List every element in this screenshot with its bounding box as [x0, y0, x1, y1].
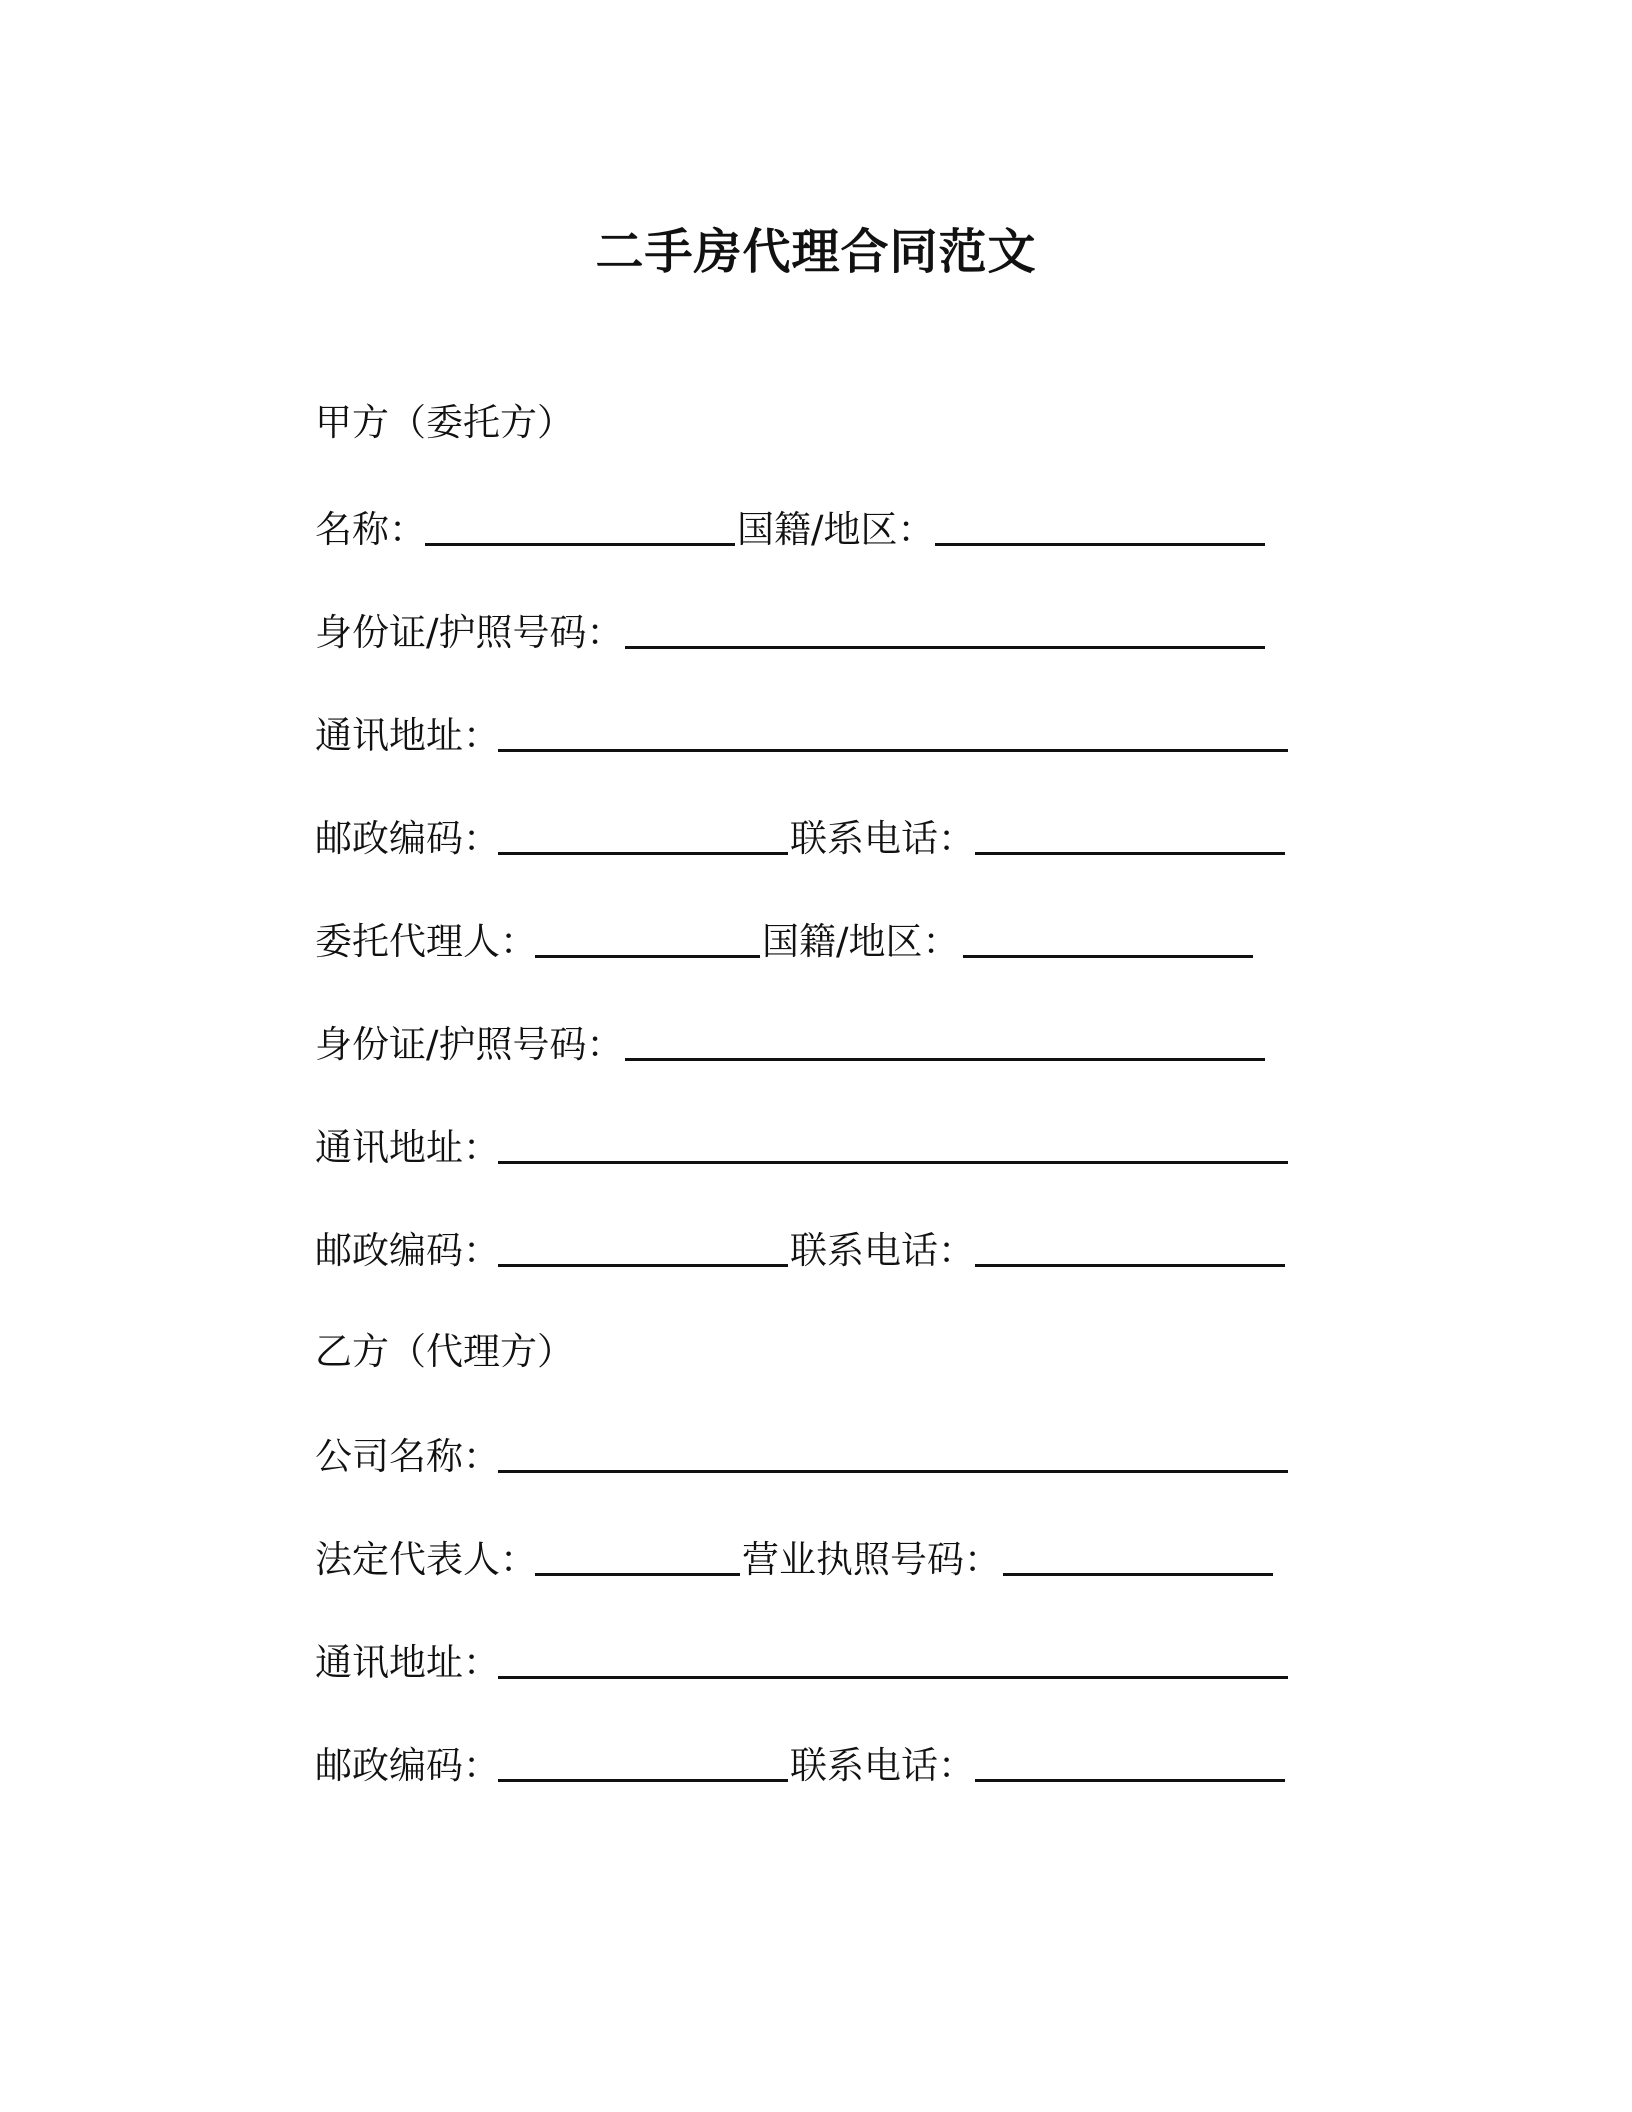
- party-b-company-field[interactable]: [498, 1432, 1288, 1473]
- party-b-company-row: [315, 1432, 1295, 1482]
- party-b-postcode-row: [315, 1741, 1295, 1791]
- party-a-agent-postcode-row: [315, 1226, 1295, 1276]
- party-a-agent-id-field[interactable]: [625, 1020, 1265, 1061]
- party-b-phone-label: 联系电话：: [790, 1744, 975, 1787]
- party-a-phone-label: 联系电话：: [790, 817, 975, 860]
- party-b-heading: 乙方（代理方）: [315, 1330, 574, 1373]
- party-b-legal-rep-field[interactable]: [535, 1535, 740, 1576]
- party-a-name-field[interactable]: [425, 505, 735, 546]
- party-b-legal-row: [315, 1535, 1295, 1585]
- party-a-phone-field[interactable]: [975, 814, 1285, 855]
- party-a-agent-postcode-field[interactable]: [498, 1226, 788, 1267]
- document-title: 二手房代理合同范文: [595, 224, 1037, 280]
- party-b-address-label: 通讯地址：: [315, 1641, 500, 1684]
- party-b-postcode-label: 邮政编码：: [315, 1744, 500, 1787]
- party-b-company-label: 公司名称：: [315, 1435, 500, 1478]
- party-a-heading: 甲方（委托方）: [315, 401, 574, 444]
- party-a-agent-address-field[interactable]: [498, 1123, 1288, 1164]
- party-a-agent-row: [315, 917, 1275, 967]
- party-b-phone-field[interactable]: [975, 1741, 1285, 1782]
- party-a-agent-field[interactable]: [535, 917, 760, 958]
- party-a-agent-id-row: [315, 1020, 1275, 1070]
- party-b-address-field[interactable]: [498, 1638, 1288, 1679]
- party-a-address-row: [315, 711, 1295, 761]
- party-a-postcode-field[interactable]: [498, 814, 788, 855]
- party-a-name-row: [315, 505, 1275, 555]
- party-a-postcode-label: 邮政编码：: [315, 817, 500, 860]
- party-b-legal-rep-label: 法定代表人：: [315, 1538, 537, 1581]
- party-a-agent-phone-field[interactable]: [975, 1226, 1285, 1267]
- party-b-address-row: [315, 1638, 1295, 1688]
- party-a-agent-phone-label: 联系电话：: [790, 1229, 975, 1272]
- party-a-agent-postcode-label: 邮政编码：: [315, 1229, 500, 1272]
- party-a-id-label: 身份证/护照号码：: [315, 611, 624, 654]
- party-a-nationality-label: 国籍/地区：: [737, 508, 935, 551]
- party-a-agent-id-label: 身份证/护照号码：: [315, 1023, 624, 1066]
- party-a-address-label: 通讯地址：: [315, 714, 500, 757]
- party-a-id-field[interactable]: [625, 608, 1265, 649]
- party-a-agent-label: 委托代理人：: [315, 920, 537, 963]
- party-a-agent-address-label: 通讯地址：: [315, 1126, 500, 1169]
- party-a-agent-nationality-field[interactable]: [963, 917, 1253, 958]
- party-b-license-field[interactable]: [1003, 1535, 1273, 1576]
- party-a-address-field[interactable]: [498, 711, 1288, 752]
- party-a-agent-address-row: [315, 1123, 1295, 1173]
- party-a-nationality-field[interactable]: [935, 505, 1265, 546]
- party-a-postcode-row: [315, 814, 1295, 864]
- party-a-id-row: [315, 608, 1275, 658]
- party-a-agent-nationality-label: 国籍/地区：: [762, 920, 960, 963]
- party-b-postcode-field[interactable]: [498, 1741, 788, 1782]
- party-b-license-label: 营业执照号码：: [742, 1538, 1001, 1581]
- party-a-name-label: 名称：: [315, 508, 426, 551]
